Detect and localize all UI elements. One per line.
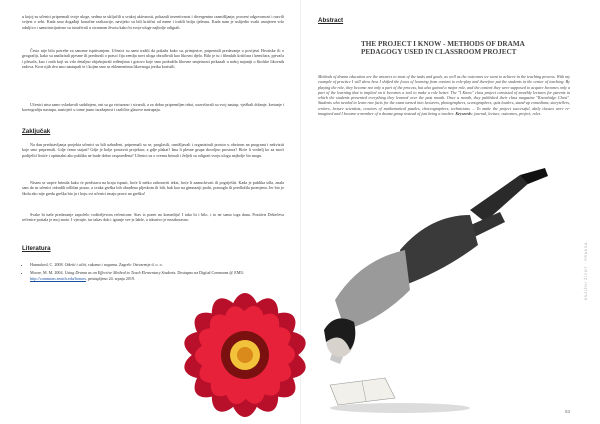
abstract-heading: Abstract xyxy=(318,17,344,24)
abstract-text: Methods of drama education are the answers to most of the tasks and goals, as well as the outcomes we want to achieve in the teaching process. With my example of practice I will show how I shifted the focus of learning from content to role-play and therefore put the students in the center of teaching. By playing the role, they became not only a part of the process, but also gained a major role, and the content they were supposed to acquire becomes only a part of the learning that is implied on it becomes a tool to make a role better. The "I Know" class project consisted of monthly lectures for parents in which the students presented everything they learned over the past month. Once a month, they published their class magazine "Knowledge Chest". Students who needed to learn raw facts for the exam turned into lecturers, photographers, scenographers, quiz leaders, stand-up comedians, storytellers, writers, lecture scientists, creators of mathematical puzzles, choreographers, technicians ... To make the project successful, daily classes were re-imagined and I became a member of a drama group instead of just being a teacher. Keywords: journal, lecture, outcomes, project, roles xyxy=(318,74,570,117)
right-page xyxy=(300,0,600,424)
intro-paragraph: u kojoj su učenici pripremali svoje uloge, sedma se uključili u svakoj aktivnosti, pokazali inventivnost i divergentno razmišljanje, proceni odgovornost i razvili svijest o sebi. Kada smo događaji konačne realizacije, navijeko su bili kritični od mene i tražili bolju tjelesnu. Kada nam je uslijedio svaki usmjeren vrlo oduljivo i samoinicijativno su istraživali u stvarnom životu kako bi svoje uloge najbolje odigrali. xyxy=(22,14,284,30)
reference-item: • Hannaford, C. 2008. Otkriti i učiti, rukama i nogama. Zagreb: Ostvarenje d. o. o. xyxy=(30,262,292,267)
side-section-label: KNJIŽNI ŽIVOT · PRAKSA xyxy=(584,241,588,300)
conclusion-heading: Zaključak xyxy=(22,128,51,135)
intro-paragraph: Često nije bilo potrebe za sanome ispitivanjem. Učenici su sami tražili da pokažu kako su, primjerice, pripremili predavanje o povijesti Hrvatske ili o geografiji, kako su analizirali pjesme ili predavali o prasci čija zemlja novi uloga obrađivali kao likovni djelo. Bilo je tu i filmskih kritičara i kemičara, pjevača i plesača, kao i onih koji su vrlo detaljno objašnjavali rođenjima i gotovo koje smo podražila likovne umjetnosti prikazali u našoj najaniji o školske likovnih radova. Kroz njih dva smo nastupali te i kojim smo se eklementima likovnoga jezika koristili. xyxy=(22,48,284,70)
conclusion-paragraph: Svake bi naše predavanje započelo voditeljevom rečenicom: Stav is ponet na komediju! I tako bi i bilo, i to ne samo toga dana. Pozitivn Drštečeva rečenice postala je moj moto. I vjerujte, tar takav duh i igranje sve je lakše, a iskustvo je nezaboravno. xyxy=(22,212,284,223)
page-number: 83 xyxy=(565,409,571,414)
article-title: THE PROJECT I KNOW - METHODS OF DRAMA PEDAGOGY USED IN CLASSROOM PROJECT xyxy=(361,40,525,57)
reference-link[interactable]: http://commons.emich.edu/honors xyxy=(30,275,86,281)
references-list xyxy=(22,262,292,284)
conclusion-paragraph: Nisam se uopće brinula kako će predstava na kraju ispasti, hoće li netko zaboraviti tekst, hoće li zamuckivati ili pogriješiti. Kada je publika ušla, znala sam da su učenici odradili odličan posao, a svaka greška bih obrađena pljeskom ili bih, bak kao na gimnaziji probi, pomogla ili predložila promjenu. Jer bio je škola ako nije greda greška bio ju i koju svi učenici imaju pravo na grešku! xyxy=(22,180,284,196)
intro-paragraph: Učenici nisu samo svladavali sadržajem, oni su ga virtuozno i stvarali, a za dobro pripremljen tekst, usavršavali su svoj nastup, vježbali držanje, kretanje i koreografiju nastupa, nastojeći u tome jasno izražajnost i različite glasove nastupaju. xyxy=(22,102,284,113)
keywords-label: Keywords xyxy=(455,111,472,117)
references-heading: Literatura xyxy=(22,245,51,252)
reference-item: • Moore, M. M. 2004. Using Drama as an Effective Method to Teach Elementary Students. Dostupno na Digital Commons @ EMU: http://commons.emich.edu/honors, pristupljeno 24. srpnja 2019. xyxy=(30,270,292,281)
conclusion-paragraph: Na dan predstavljanja projekta učenici su bili uzbuđeni, pripremali su se, proglasili, oznižljavali i organizirali prostor u obzirom na programi i nekviziti koje smo pripremili. Gdje ćemo stajati? Gdje je bolje postaviti projektor, a gdje plakat? Ima li plesne grupa dovoljno prostora? Hoće li vodielj ko za moći podijeliti listiće i optimalni ako publika ne bude dobro raspoređena? Učenici su o svemu brinuli i željeli su odigrati svoju ulogu najbolje što mogu. xyxy=(22,142,284,158)
keywords-list: : journal, lecture, outcomes, project, roles xyxy=(471,111,541,117)
